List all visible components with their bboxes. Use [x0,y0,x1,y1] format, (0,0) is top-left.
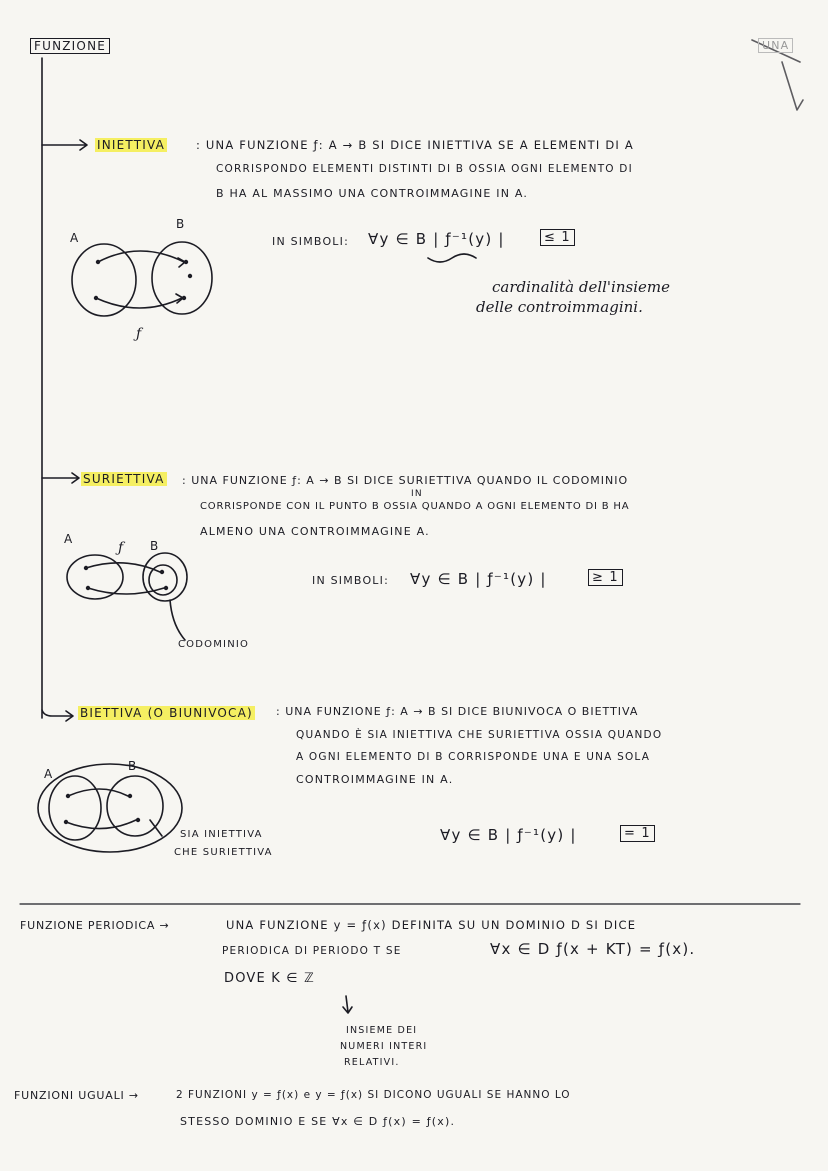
bijective-text-line4: CONTROIMMAGINE IN A. [296,773,454,786]
injective-note-line2: delle controimmagini. [476,298,643,316]
surjective-text-line2: CORRISPONDE CON IL PUNTO B OSSIA QUANDO A OGNI ELEMENTO DI B HA [200,501,630,512]
bijective-side-note1: SIA INIETTIVA [180,829,263,840]
injective-set-b-label: B [176,217,185,231]
surjective-diagram [67,553,187,640]
bijective-set-a-label: A [44,767,53,781]
periodic-heading: FUNZIONE PERIODICA → [20,919,170,932]
injective-text-line2: CORRISPONDO ELEMENTI DISTINTI DI B OSSIA OGNI ELEMENTO DI [216,163,633,175]
integers-note-line2: NUMERI INTERI [340,1041,428,1052]
integers-note-line1: INSIEME DEI [346,1025,418,1036]
surjective-symbol-box: ≥ 1 [588,569,623,586]
injective-set-a-label: A [70,231,79,245]
bijective-symbol-box: = 1 [620,825,655,842]
surjective-text-line3: ALMENO UNA CONTROIMMAGINE A. [200,525,430,538]
set-a-ellipse [72,244,136,316]
surjective-text-above: IN [411,489,423,499]
surjective-symbol-label: IN SIMBOLI: [312,574,389,587]
periodic-text-line3: DOVE K ∈ ℤ [224,971,316,986]
surjective-set-a-label: A [64,532,73,546]
surjective-heading: SURIETTIVA [83,472,165,486]
bijective-side-note2: CHE SURIETTIVA [174,847,273,858]
injective-diagram [72,242,212,316]
bijective-heading: BIETTIVA (O BIUNIVOCA) [80,706,253,720]
equal-text-line2: STESSO DOMINIO E SE ∀x ∈ D ƒ(x) = ƒ(x). [180,1115,456,1128]
equal-heading: FUNZIONI UGUALI → [14,1089,139,1102]
injective-heading: INIETTIVA [97,138,166,152]
bijective-text-line1: : UNA FUNZIONE ƒ: A → B SI DICE BIUNIVOCA O BIETTIVA [276,705,639,718]
equal-text-line1: 2 FUNZIONI y = ƒ(x) e y = ƒ(x) SI DICONO UGUALI SE HANNO LO [176,1089,571,1101]
surjective-set-b-label: B [150,539,159,553]
integers-note-line3: RELATIVI. [344,1057,400,1068]
injective-symbol-expr: ∀y ∈ B | ƒ⁻¹(y) | [368,230,505,248]
bijective-text-line2: QUANDO È SIA INIETTIVA CHE SURIETTIVA OSSIA QUANDO [296,729,663,741]
codomain-label: CODOMINIO [178,639,250,650]
branch-arrow-surjective [42,473,79,483]
injective-symbol-label: IN SIMBOLI: [272,235,349,248]
bijective-diagram [38,764,182,852]
surjective-func-label: ƒ [118,540,124,556]
injective-symbol-box: ≤ 1 [540,229,575,246]
corner-tag: UNA [758,38,793,53]
codomain-pointer [170,600,185,640]
periodic-text-line2a: PERIODICA DI PERIODO T SE [222,945,402,957]
injective-text-line3: B HA AL MASSIMO UNA CONTROIMMAGINE IN A. [216,187,529,200]
squiggle-pointer [428,254,476,262]
periodic-text-line1: UNA FUNZIONE y = ƒ(x) DEFINITA SU UN DOMINIO D SI DICE [226,918,637,932]
integers-pointer [343,996,352,1013]
bijective-symbol-expr: ∀y ∈ B | ƒ⁻¹(y) | [440,826,577,844]
set-a-ellipse [67,555,123,599]
periodic-text-line2b: ∀x ∈ D ƒ(x + KT) = ƒ(x). [490,940,696,958]
bijective-set-b-label: B [128,759,137,773]
page-title: FUNZIONE [30,38,110,54]
branch-arrow-injective [42,140,87,150]
surjective-symbol-expr: ∀y ∈ B | ƒ⁻¹(y) | [410,570,547,588]
surjective-text-line1: : UNA FUNZIONE ƒ: A → B SI DICE SURIETTIVA QUANDO IL CODOMINIO [182,474,629,487]
set-a-ellipse [49,776,101,840]
injective-func-label: ƒ [136,326,142,342]
outer-ellipse [38,764,182,852]
injective-note-line1: cardinalità dell'insieme [492,278,670,296]
injective-text-line1: : UNA FUNZIONE ƒ: A → B SI DICE INIETTIVA SE A ELEMENTI DI A [196,138,634,152]
branch-arrow-bijective [42,710,73,721]
bijective-text-line3: A OGNI ELEMENTO DI B CORRISPONDE UNA E UNA SOLA [296,751,651,763]
